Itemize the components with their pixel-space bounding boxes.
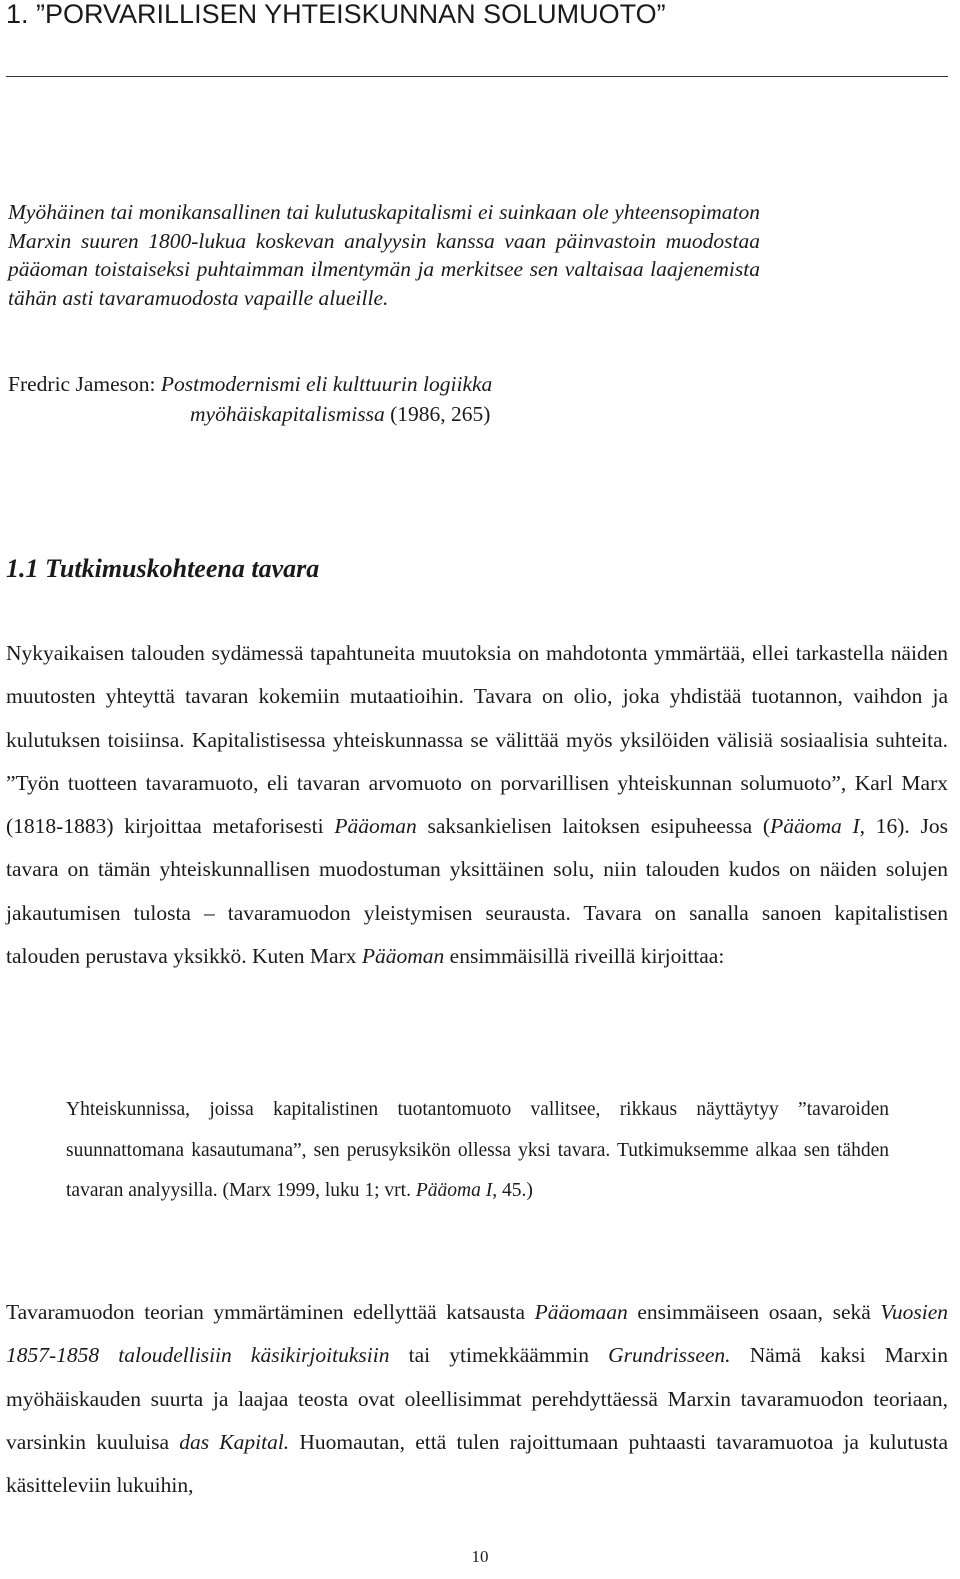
paragraph-2-italic-b: Vuosien 1857-1858 taloudellisiin käsikirjoituksiin — [6, 1300, 948, 1368]
chapter-title: 1. ”PORVARILLISEN YHTEISKUNNAN SOLUMUOTO” — [6, 0, 666, 29]
page-number: 10 — [471, 1547, 489, 1566]
epigraph-quote: Myöhäinen tai monikansallinen tai kulutuskapitalismi ei suinkaan ole yhteensopimaton Marxin suuren 1800-lukua koskevan analyysin kanssa vaan päinvastoin muodostaa pääoman toistaiseksi puhtaimman ilmentymän ja merkitsee sen valtaisaa laajenemista tähän asti tavaramuodosta vapaille alueille. — [8, 200, 760, 310]
paragraph-2-italic-c: Grundrisseen. — [608, 1343, 731, 1368]
paragraph-2-italic-d: das Kapital. — [179, 1429, 290, 1454]
paragraph-1-text-a: Nykyaikaisen talouden sydämessä tapahtuneita muutoksia on mahdotonta ymmärtää, ellei tarkastella näiden muutosten yhteyttä tavaran kokemiin mutaatioihin. Tavara on olio, joka yhdistää tuotannon, vaihdon ja kulutuksen toisiinsa. Kapitalistisessa yhteiskunnassa se välittää myös yksilöiden välisiä sosiaalisia suhteita. ”Työn tuotteen tavaramuoto, eli tavaran arvomuoto on porvarillisen yhteiskunnan solumuoto”, Karl Marx (1818-1883) kirjoittaa metaforisesti — [6, 641, 948, 839]
paragraph-2-text-c: tai ytimekkäämmin — [389, 1343, 609, 1368]
paragraph-1-italic-a: Pääoman — [334, 814, 417, 839]
block-quote-text-b: , 45.) — [492, 1180, 533, 1201]
paragraph-1-text-d: ensimmäisillä riveillä kirjoittaa: — [444, 944, 725, 969]
paragraph-2-italic-a: Pääomaan — [534, 1300, 628, 1324]
epigraph-attribution — [8, 370, 768, 398]
paragraph-2-text-e: Huomautan, että tulen rajoittumaan puhtaasti tavaramuotoa ja kulutusta käsitteleviin lukuihin, — [6, 1429, 948, 1498]
body-paragraph-1 — [6, 632, 948, 978]
paragraph-2-text-b: ensimmäiseen osaan, sekä — [627, 1300, 881, 1324]
paragraph-1-italic-c: Pääoman — [361, 944, 445, 969]
body-paragraph-2 — [6, 1291, 948, 1507]
attribution-work-continued: myöhäiskapitalismissa — [190, 402, 385, 426]
attribution-reference: (1986, 265) — [390, 402, 491, 426]
paragraph-1-text-b: saksankielisen laitoksen esipuheessa ( — [416, 814, 771, 839]
title-divider — [6, 76, 948, 77]
paragraph-1-text-c: , 16). Jos tavara on tämän yhteiskunnallisen muodostuman yksittäinen solu, niin talouden kudos on näiden solujen jakautumisen tulosta – tavaramuodon yleistymisen seurausta. Tavara on sanalla sanoen kapitalistisen talouden perustava yksikkö. Kuten Marx — [6, 814, 948, 969]
attribution-author: Fredric Jameson: — [8, 372, 156, 396]
section-heading: 1.1 Tutkimuskohteena tavara — [6, 554, 320, 583]
attribution-work: Postmodernismi eli kulttuurin logiikka — [160, 372, 493, 396]
paragraph-2-text-a: Tavaramuodon teorian ymmärtäminen edellyttää katsausta — [6, 1300, 535, 1324]
block-quote-text-a: Yhteiskunnissa, joissa kapitalistinen tuotantomuoto vallitsee, rikkaus näyttäytyy ”tavaroiden suunnattomana kasautumana”, sen perusyksikön ollessa yksi tavara. Tutkimuksemme alkaa sen tähden tavaran analyysilla. (Marx 1999, luku 1; vrt. — [66, 1099, 889, 1201]
block-quote — [66, 1090, 889, 1212]
paragraph-1-italic-b: Pääoma I — [770, 814, 860, 839]
paragraph-2-text-d: Nämä kaksi Marxin myöhäiskauden suurta ja laajaa teosta ovat oleellisimmat perehdyttäessä Marxin tavaramuodon teoriaan, varsinkin kuuluisa — [6, 1343, 948, 1454]
block-quote-italic: Pääoma I — [415, 1180, 493, 1201]
epigraph-attribution-continued — [190, 400, 750, 428]
